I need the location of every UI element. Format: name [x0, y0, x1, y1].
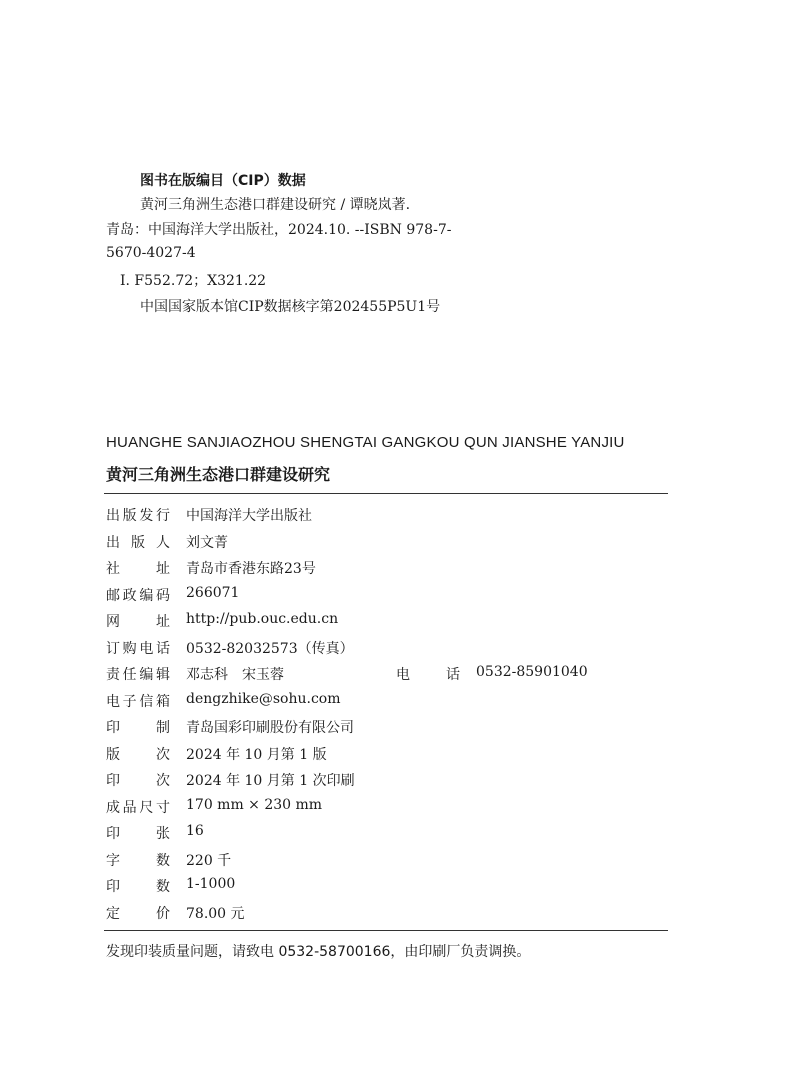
label-char: 电 [396, 667, 410, 683]
info-label [106, 664, 170, 684]
info-value: 青岛国彩印刷股份有限公司 [186, 720, 354, 736]
info-value: 16 [186, 823, 204, 839]
cip-line: I. F552.72；X321.22 [120, 273, 267, 289]
label-char: 行 [156, 508, 170, 524]
quality-notice: 发现印装质量问题，请致电 0532-58700166，由印刷厂负责调换。 [106, 944, 531, 960]
cip-line: 黄河三角洲生态港口群建设研究 / 谭晓岚著. [140, 197, 411, 213]
label-char: 版 [131, 534, 145, 551]
info-label [106, 903, 170, 923]
info-value: 78.00 元 [186, 905, 245, 922]
label-char: 数 [156, 879, 170, 895]
cip-heading: 图书在版编目（CIP）数据 [140, 173, 306, 189]
label-char: 话 [156, 640, 170, 657]
label-char: 品 [122, 799, 137, 816]
info-value: http://pub.ouc.edu.cn [186, 611, 339, 627]
info-extra-value: 0532-85901040 [476, 664, 588, 680]
cip-line: 青岛：中国海洋大学出版社，2024.10. --ISBN 978-7- [106, 222, 452, 238]
label-char: 址 [156, 561, 170, 577]
label-char: 购 [122, 640, 137, 657]
label-char: 址 [156, 614, 170, 630]
info-label [106, 744, 170, 764]
info-label [106, 638, 170, 658]
label-char: 字 [106, 852, 120, 869]
label-char: 编 [139, 587, 154, 604]
title-chinese: 黄河三角洲生态港口群建设研究 [106, 465, 331, 484]
label-char: 出 [106, 534, 120, 551]
label-char: 价 [156, 905, 170, 922]
info-label [106, 691, 170, 711]
label-char: 人 [156, 534, 170, 551]
label-char: 定 [106, 905, 120, 922]
info-label [106, 585, 170, 605]
label-char: 话 [446, 667, 460, 683]
info-label [106, 823, 170, 843]
title-divider [104, 493, 668, 494]
info-value: 中国海洋大学出版社 [186, 508, 312, 524]
info-label [106, 558, 170, 578]
info-label [106, 797, 170, 817]
label-char: 寸 [156, 799, 170, 816]
info-value: 0532-82032573（传真） [186, 640, 354, 657]
info-value: 青岛市香港东路23号 [186, 561, 316, 577]
label-char: 出 [106, 508, 120, 524]
info-label [106, 611, 170, 631]
label-char: 编 [139, 667, 154, 683]
info-label [106, 505, 170, 525]
label-char: 责 [106, 667, 120, 683]
label-char: 数 [156, 852, 170, 869]
label-char: 成 [106, 799, 120, 816]
info-value: 邓志科 宋玉蓉 [186, 667, 284, 683]
label-char: 订 [106, 640, 120, 657]
label-char: 箱 [156, 693, 170, 710]
info-value: 266071 [186, 584, 240, 601]
info-label [106, 717, 170, 737]
info-value: 170 mm × 230 mm [186, 796, 323, 813]
label-char: 印 [106, 720, 120, 736]
cip-line: 中国国家版本馆CIP数据核字第202455P5U1号 [140, 299, 441, 315]
label-char: 制 [156, 720, 170, 736]
info-value: 1-1000 [186, 876, 236, 892]
cip-line: 5670-4027-4 [106, 245, 196, 261]
label-char: 张 [156, 826, 170, 842]
label-char: 网 [106, 614, 120, 630]
label-char: 尺 [139, 799, 154, 816]
info-value: dengzhike@sohu.com [186, 690, 341, 707]
label-char: 信 [139, 693, 154, 710]
label-char: 电 [139, 640, 154, 657]
label-char: 印 [106, 879, 120, 895]
label-char: 发 [139, 508, 154, 524]
label-char: 次 [156, 773, 170, 789]
info-label [106, 532, 170, 552]
label-char: 印 [106, 773, 120, 789]
info-value: 2024 年 10 月第 1 次印刷 [186, 773, 355, 789]
footer-divider [104, 930, 668, 931]
label-char: 政 [122, 587, 137, 604]
info-value: 220 千 [186, 852, 232, 869]
label-char: 印 [106, 826, 120, 842]
label-char: 辑 [156, 667, 170, 683]
label-char: 版 [106, 746, 120, 763]
label-char: 版 [122, 508, 137, 524]
label-char: 电 [106, 693, 120, 710]
label-char: 邮 [106, 587, 120, 604]
info-extra-label [396, 664, 460, 684]
info-label [106, 770, 170, 790]
label-char: 任 [122, 667, 137, 683]
label-char: 子 [122, 693, 137, 710]
info-label [106, 876, 170, 896]
info-label [106, 850, 170, 870]
title-english: HUANGHE SANJIAOZHOU SHENGTAI GANGKOU QUN JIANSHE YANJIU [106, 434, 625, 451]
info-value: 2024 年 10 月第 1 版 [186, 746, 327, 763]
label-char: 次 [156, 746, 170, 763]
label-char: 码 [156, 587, 170, 604]
label-char: 社 [106, 561, 120, 577]
info-value: 刘文菁 [186, 534, 228, 551]
